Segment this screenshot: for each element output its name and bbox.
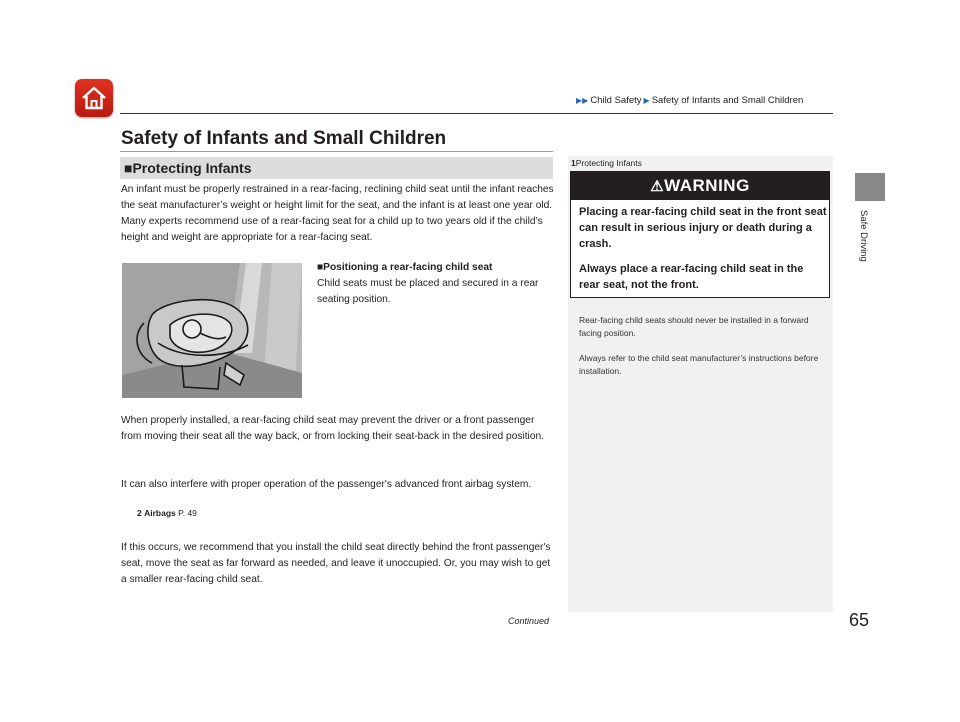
- rear-facing-child-seat-illustration: [122, 263, 302, 398]
- section-marker-icon: ■: [124, 160, 133, 176]
- warning-text-front-seat: Placing a rear-facing child seat in the front seat can result in serious injury or death during a crash.: [579, 206, 827, 250]
- sidebar-note-manufacturer: Always refer to the child seat manufacturer’s instructions before installation.: [579, 353, 819, 376]
- sidebar-note-forward-facing: Rear-facing child seats should never be installed in a forward facing position.: [579, 315, 809, 338]
- airbags-cross-reference-link[interactable]: [137, 508, 197, 518]
- breadcrumb: [574, 95, 803, 106]
- xref-label: Airbags: [144, 508, 176, 518]
- sidebar-heading: 1Protecting Infants: [571, 158, 642, 168]
- breadcrumb-arrow-icon: ▶▶: [576, 96, 589, 105]
- page-title: Safety of Infants and Small Children: [121, 128, 447, 149]
- warning-text-rear-seat: Always place a rear-facing child seat in the rear seat, not the front.: [579, 263, 804, 291]
- breadcrumb-item-current: Safety of Infants and Small Children: [651, 95, 804, 106]
- home-button[interactable]: [75, 79, 113, 117]
- subsection-paragraph: Child seats must be placed and secured in a rear seating position.: [317, 278, 539, 305]
- breadcrumb-item-child-safety[interactable]: Child Safety: [590, 95, 642, 106]
- airbag-paragraph: It can also interfere with proper operation of the passenger's advanced front airbag system.: [121, 479, 532, 490]
- sidebar-marker-icon: 1: [571, 158, 576, 168]
- xref-marker-icon: 2: [137, 508, 142, 518]
- xref-page: P. 49: [178, 508, 197, 518]
- title-divider: [120, 151, 553, 152]
- recommendation-paragraph: If this occurs, we recommend that you install the child seat directly behind the front passenger's seat, move the seat as far forward as needed, and leave it unoccupied. Or, you may wish to get a smaller rear-facing child seat.: [121, 542, 551, 585]
- chapter-tab-label: Safe Driving: [858, 210, 869, 262]
- warning-alert-icon: ⚠: [650, 178, 665, 195]
- warning-header: [571, 172, 829, 200]
- warning-title: WARNING: [664, 176, 750, 195]
- page-number: 65: [849, 610, 870, 630]
- continued-label: Continued: [508, 616, 550, 626]
- header-divider: [120, 113, 833, 114]
- home-icon: [75, 79, 113, 117]
- seat-movement-paragraph: When properly installed, a rear-facing child seat may prevent the driver or a front passenger from moving their seat all the way back, or from locking their seat-back in the desired position.: [121, 415, 544, 442]
- section-title: ■Protecting Infants: [124, 160, 252, 176]
- intro-paragraph: An infant must be properly restrained in a rear-facing, reclining child seat until the infant reaches the seat manufacturer’s weight or height limit for the seat, and the infant is at least one year old. Many experts recommend use of a rear-facing seat for a child up to two years old if the child’s height and weight are appropriate for a rear-facing seat.: [121, 184, 554, 243]
- breadcrumb-arrow-icon: ▶: [643, 96, 650, 105]
- subsection-title: ■Positioning a rear-facing child seat: [317, 262, 493, 273]
- subsection-marker-icon: ■: [317, 262, 324, 273]
- chapter-tab-marker[interactable]: [855, 173, 885, 201]
